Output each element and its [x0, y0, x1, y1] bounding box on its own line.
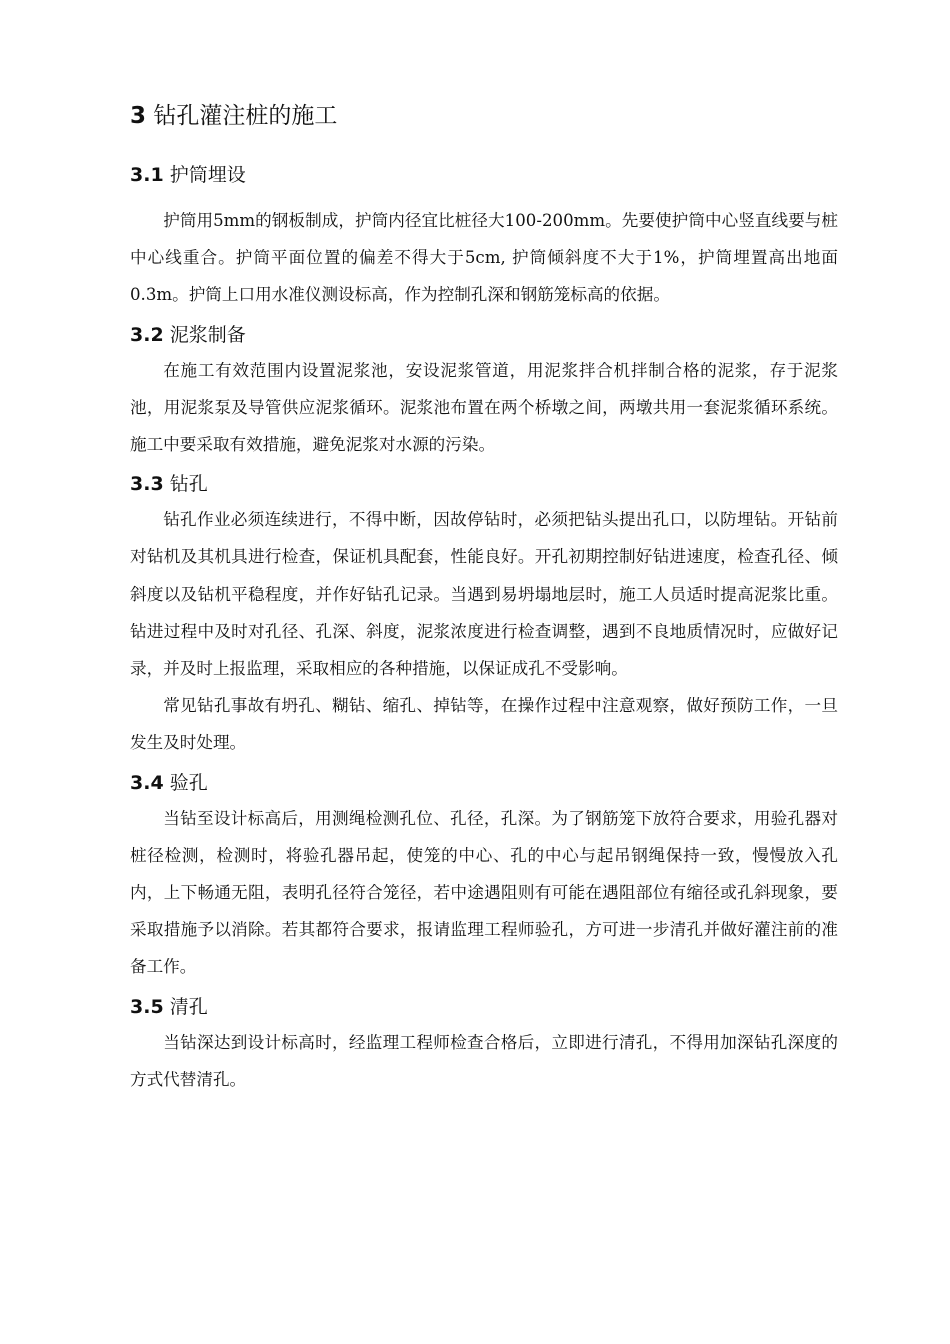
- section-number: 3.5: [130, 995, 164, 1018]
- section-3-5: [130, 992, 838, 1098]
- section-number: 3.2: [130, 323, 164, 346]
- document-page: [130, 100, 838, 1104]
- chapter-title: [130, 100, 838, 132]
- section-heading-text: 护筒埋设: [169, 164, 246, 186]
- section-3-3: [130, 469, 838, 761]
- section-heading: [130, 320, 838, 350]
- paragraph: 在施工有效范围内设置泥浆池，安设泥浆管道，用泥浆拌合机拌制合格的泥浆，存于泥浆池，用泥浆泵及导管供应泥浆循环。泥浆池布置在两个桥墩之间，两墩共用一套泥浆循环系统。施工中要采取有效措施，避免泥浆对水源的污染。: [130, 360, 838, 455]
- paragraph: 护筒用5mm的钢板制成，护筒内径宜比桩径大100-200mm。先要使护筒中心竖直线要与桩中心线重合。护筒平面位置的偏差不得大于5cm, 护筒倾斜度不大于1%，护筒埋置高出地面0.3m。护筒上口用水准仪测设标高，作为控制孔深和钢筋笼标高的依据。: [130, 211, 838, 305]
- chapter-number: 3: [130, 103, 147, 129]
- section-3-1: [130, 160, 838, 314]
- section-heading: [130, 160, 838, 190]
- chapter-title-text: 钻孔灌注桩的施工: [153, 103, 338, 129]
- section-heading-text: 泥浆制备: [169, 323, 246, 346]
- section-heading: [130, 768, 838, 798]
- section-number: 3.4: [130, 771, 164, 794]
- paragraph: 钻孔作业必须连续进行，不得中断，因故停钻时，必须把钻头提出孔口，以防埋钻。开钻前对钻机及其机具进行检查，保证机具配套，性能良好。开孔初期控制好钻进速度，检查孔径、倾斜度以及钻机平稳程度，并作好钻孔记录。当遇到易坍塌地层时，施工人员适时提高泥浆比重。钻进过程中及时对孔径、孔深、斜度，泥浆浓度进行检查调整，遇到不良地质情况时，应做好记录，并及时上报监理，采取相应的各种措施，以保证成孔不受影响。: [130, 510, 838, 679]
- paragraph: 当钻深达到设计标高时，经监理工程师检查合格后，立即进行清孔，不得用加深钻孔深度的方式代替清孔。: [130, 1032, 838, 1089]
- paragraph: 常见钻孔事故有坍孔、糊钻、缩孔、掉钻等，在操作过程中注意观察，做好预防工作，一旦发生及时处理。: [130, 696, 838, 753]
- section-heading-text: 钻孔: [169, 473, 208, 496]
- section-3-4: [130, 768, 838, 986]
- section-heading-text: 验孔: [169, 771, 208, 794]
- section-heading: [130, 469, 838, 499]
- paragraph: 当钻至设计标高后，用测绳检测孔位、孔径，孔深。为了钢筋笼下放符合要求，用验孔器对桩径检测，检测时，将验孔器吊起，使笼的中心、孔的中心与起吊钢绳保持一致，慢慢放入孔内，上下畅通无阻，表明孔径符合笼径，若中途遇阻则有可能在遇阻部位有缩径或孔斜现象，要采取措施予以消除。若其都符合要求，报请监理工程师验孔，方可进一步清孔并做好灌注前的准备工作。: [130, 808, 838, 977]
- section-3-2: [130, 320, 838, 464]
- section-number: 3.3: [130, 473, 164, 496]
- section-heading-text: 清孔: [169, 995, 208, 1018]
- section-number: 3.1: [130, 164, 164, 186]
- section-heading: [130, 992, 838, 1022]
